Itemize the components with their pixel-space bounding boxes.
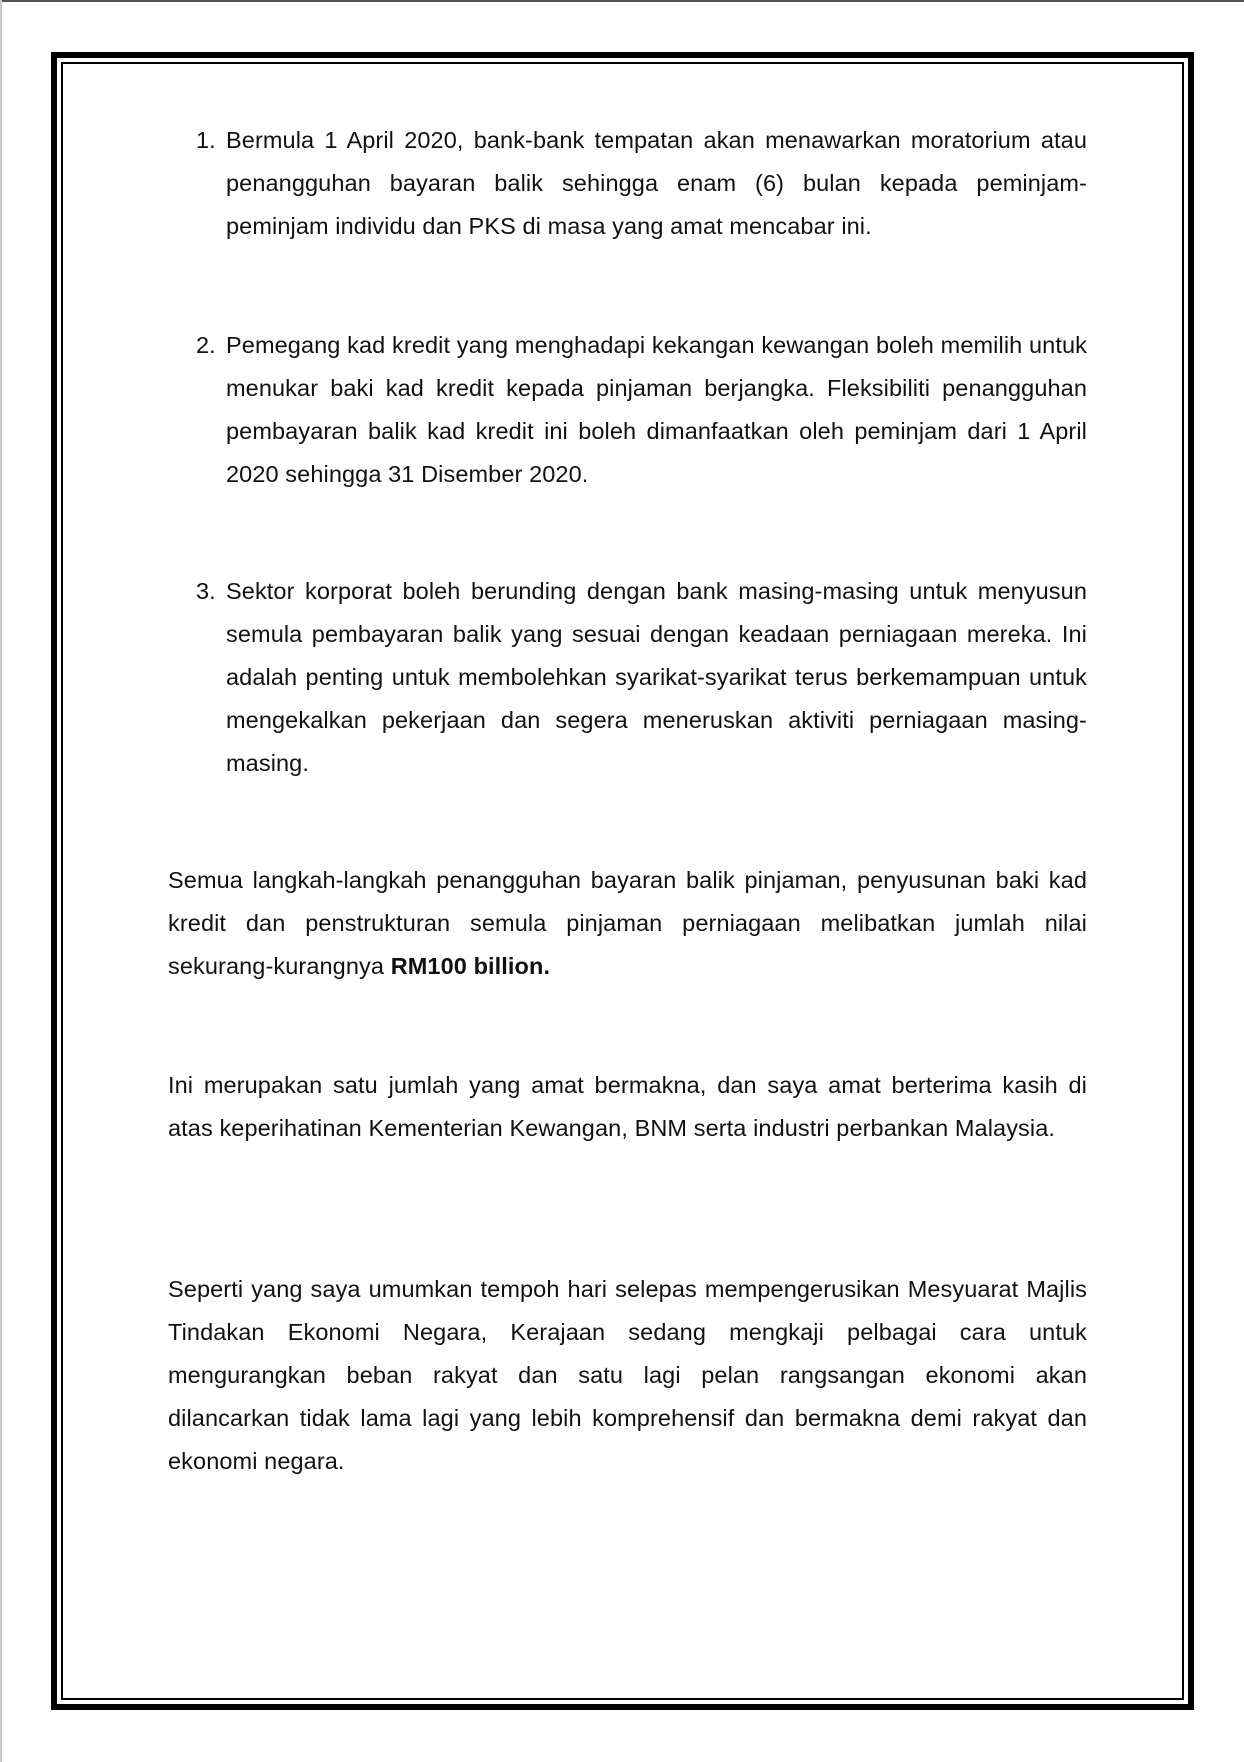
numbered-item-2 bbox=[196, 324, 1087, 496]
page-left-edge bbox=[0, 0, 2, 1762]
page-top-edge bbox=[0, 0, 1244, 2]
summary-text: Semua langkah-langkah penangguhan bayaran balik pinjaman, penyusunan baki kad kredit dan penstrukturan semula pinjaman perniagaan melibatkan jumlah nilai sekurang-kurangnya bbox=[168, 867, 1087, 979]
numbered-item-3 bbox=[196, 570, 1087, 785]
item-text: Pemegang kad kredit yang menghadapi kekangan kewangan boleh memilih untuk menukar baki kad kredit kepada pinjaman berjangka. Fleksibiliti penangguhan pembayaran balik kad kredit ini boleh dimanfaatkan oleh peminjam dari 1 April 2020 sehingga 31 Disember 2020. bbox=[226, 332, 1087, 487]
item-text: Bermula 1 April 2020, bank-bank tempatan akan menawarkan moratorium atau penangguhan bayaran balik sehingga enam (6) bulan kepada peminjam-peminjam individu dan PKS di masa yang amat mencabar ini. bbox=[226, 127, 1087, 239]
item-number: 2. bbox=[196, 332, 216, 358]
thanks-text: Ini merupakan satu jumlah yang amat bermakna, dan saya amat berterima kasih di atas keperihatinan Kementerian Kewangan, BNM serta industri perbankan Malaysia. bbox=[168, 1072, 1087, 1141]
item-number: 3. bbox=[196, 578, 216, 604]
closing-text: Seperti yang saya umumkan tempoh hari selepas mempengerusikan Mesyuarat Majlis Tindakan Ekonomi Negara, Kerajaan sedang mengkaji pelbagai cara untuk mengurangkan beban rakyat dan satu lagi pelan rangsangan ekonomi akan dilancarkan tidak lama lagi yang lebih komprehensif dan bermakna demi rakyat dan ekonomi negara. bbox=[168, 1276, 1087, 1474]
item-number: 1. bbox=[196, 127, 216, 153]
thanks-paragraph bbox=[168, 1064, 1087, 1150]
closing-paragraph bbox=[168, 1268, 1087, 1483]
numbered-item-1 bbox=[196, 119, 1087, 248]
summary-paragraph bbox=[168, 859, 1087, 988]
summary-amount: RM100 billion. bbox=[390, 953, 551, 979]
item-text: Sektor korporat boleh berunding dengan bank masing-masing untuk menyusun semula pembayaran balik yang sesuai dengan keadaan perniagaan mereka. Ini adalah penting untuk membolehkan syarikat-syarikat terus berkemampuan untuk mengekalkan pekerjaan dan segera meneruskan aktiviti perniagaan masing-masing. bbox=[226, 578, 1087, 776]
